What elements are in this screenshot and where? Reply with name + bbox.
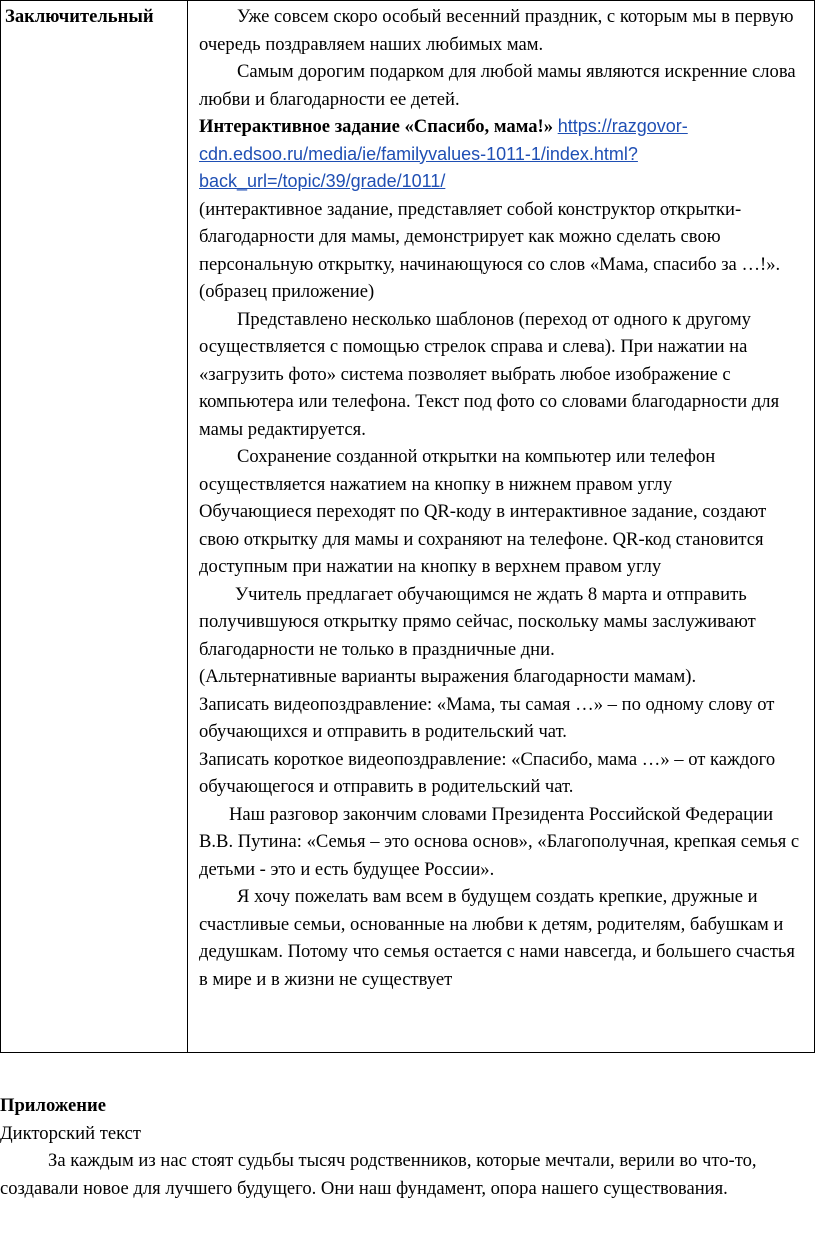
paragraph-qr: Обучающиеся переходят по QR-коду в интерактивное задание, создают свою открытку для мамы и сохраняют на телефоне. QR-код становится доступным при нажатии на кнопку в верхнем правом углу <box>199 501 767 577</box>
appendix <box>0 1092 800 1202</box>
paragraph-templates: Представлено несколько шаблонов (переход от одного к другому осуществляется с помощью стрелок справа и слева). При нажатии на «загрузить фото» система позволяет выбрать любое изображение с компьютера или телефона. Текст под фото со словами благодарности для мамы редактируется. <box>199 308 780 440</box>
paragraph-alternatives: (Альтернативные варианты выражения благодарности мамам). <box>199 666 697 687</box>
stage-cell <box>1 1 188 1053</box>
paragraph-task-description: (интерактивное задание, представляет собой конструктор открытки-благодарности для мамы, демонстрирует как можно сделать свою персональную открытку, начинающуюся со слов «Мама, спасибо за …!». (образец приложение) <box>199 198 781 302</box>
paragraph-video-1: Записать видеопоздравление: «Мама, ты самая …» – по одному слову от обучающихся и отправить в родительский чат. <box>199 693 775 742</box>
appendix-subheading: Дикторский текст <box>0 1122 142 1144</box>
content-cell <box>188 1 815 1053</box>
task-paragraph <box>199 113 802 196</box>
paragraph-intro: Уже совсем скоро особый весенний праздник, с которым мы в первую очередь поздравляем наших любимых мам. <box>199 6 794 55</box>
task-title: Интерактивное задание «Спасибо, мама!» <box>199 116 554 137</box>
paragraph-president: Наш разговор закончим словами Президента Российской Федерации В.В. Путина: «Семья – это основа основ», «Благополучная, крепкая семья с детьми - это и есть будущее России». <box>199 803 800 880</box>
appendix-heading: Приложение <box>0 1095 106 1116</box>
paragraph-gift: Самым дорогим подарком для любой мамы являются искренние слова любви и благодарности ее детей. <box>199 61 796 110</box>
paragraph-teacher: Учитель предлагает обучающимся не ждать 8 марта и отправить получившуюся открытку прямо сейчас, поскольку мамы заслуживают благодарности не только в праздничные дни. <box>199 583 756 660</box>
stage-label: Заключительный <box>5 6 154 27</box>
paragraph-video-2: Записать короткое видеопоздравление: «Спасибо, мама …» – от каждого обучающегося и отправить в родительский чат. <box>199 748 776 797</box>
task-link[interactable]: https://razgovor-cdn.edsoo.ru/media/ie/familyvalues-1011-1/index.html?back_url=/topic/39/grade/1011/ <box>199 116 688 191</box>
appendix-text: За каждым из нас стоят судьбы тысяч родственников, которые мечтали, верили во что-то, создавали новое для лучшего будущего. Они наш фундамент, опора нашего существования. <box>0 1150 757 1199</box>
paragraph-wish: Я хочу пожелать вам всем в будущем создать крепкие, дружные и счастливые семьи, основанные на любви к детям, родителям, бабушкам и дедушкам. Потому что семья остается с нами навсегда, и большего счастья в мире и в жизни не существует <box>199 886 795 990</box>
table-row <box>1 1 815 1053</box>
paragraph-saving: Сохранение созданной открытки на компьютер или телефон осуществляется нажатием на кнопку в нижнем правом углу <box>199 446 716 495</box>
